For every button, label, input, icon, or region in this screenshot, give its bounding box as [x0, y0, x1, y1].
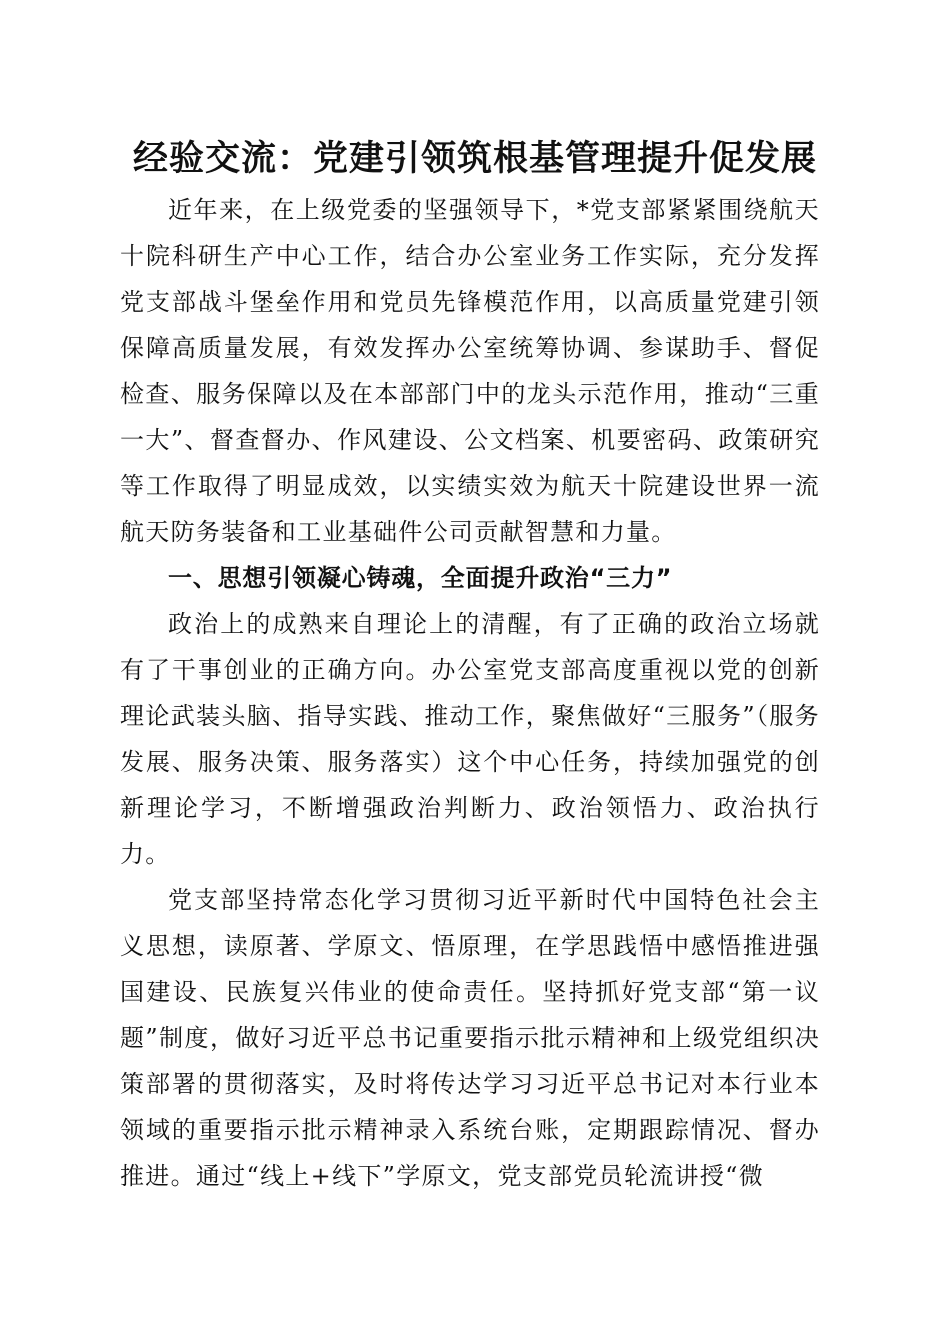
intro-paragraph: 近年来，在上级党委的坚强领导下，*党支部紧紧围绕航天十院科研生产中心工作，结合办公室业务工作实际，充分发挥党支部战斗堡垒作用和党员先锋模范作用，以高质量党建引领保障高质量发展，有效发挥办公室统筹协调、参谋助手、督促检查、服务保障以及在本部部门中的龙头示范作用，推动“三重一大”、督查督办、作风建设、公文档案、机要密码、政策研究等工作取得了明显成效，以实绩实效为航天十院建设世界一流航天防务装备和工业基础件公司贡献智慧和力量。 — [120, 196, 820, 546]
document-body — [120, 187, 820, 1199]
section-paragraph-1: 政治上的成熟来自理论上的清醒，有了正确的政治立场就有了干事创业的正确方向。办公室党支部高度重视以党的创新理论武装头脑、指导实践、推动工作，聚焦做好“三服务”（服务发展、服务决策、服务落实）这个中心任务，持续加强党的创新理论学习，不断增强政治判断力、政治领悟力、政治执行力。 — [120, 610, 820, 868]
section-heading: 一、思想引领凝心铸魂，全面提升政治“三力” — [168, 564, 673, 592]
document-title: 经验交流：党建引领筑根基管理提升促发展 — [132, 138, 817, 179]
section-paragraph-2: 党支部坚持常态化学习贯彻习近平新时代中国特色社会主义思想，读原著、学原文、悟原理，在学思践悟中感悟推进强国建设、民族复兴伟业的使命责任。坚持抓好党支部“第一议题”制度，做好习近平总书记重要指示批示精神和上级党组织决策部署的贯彻落实，及时将传达学习习近平总书记对本行业本领域的重要指示批示精神录入系统台账，定期跟踪情况、督办推进。通过“线上+线下”学原文，党支部党员轮流讲授“微 — [120, 886, 820, 1190]
